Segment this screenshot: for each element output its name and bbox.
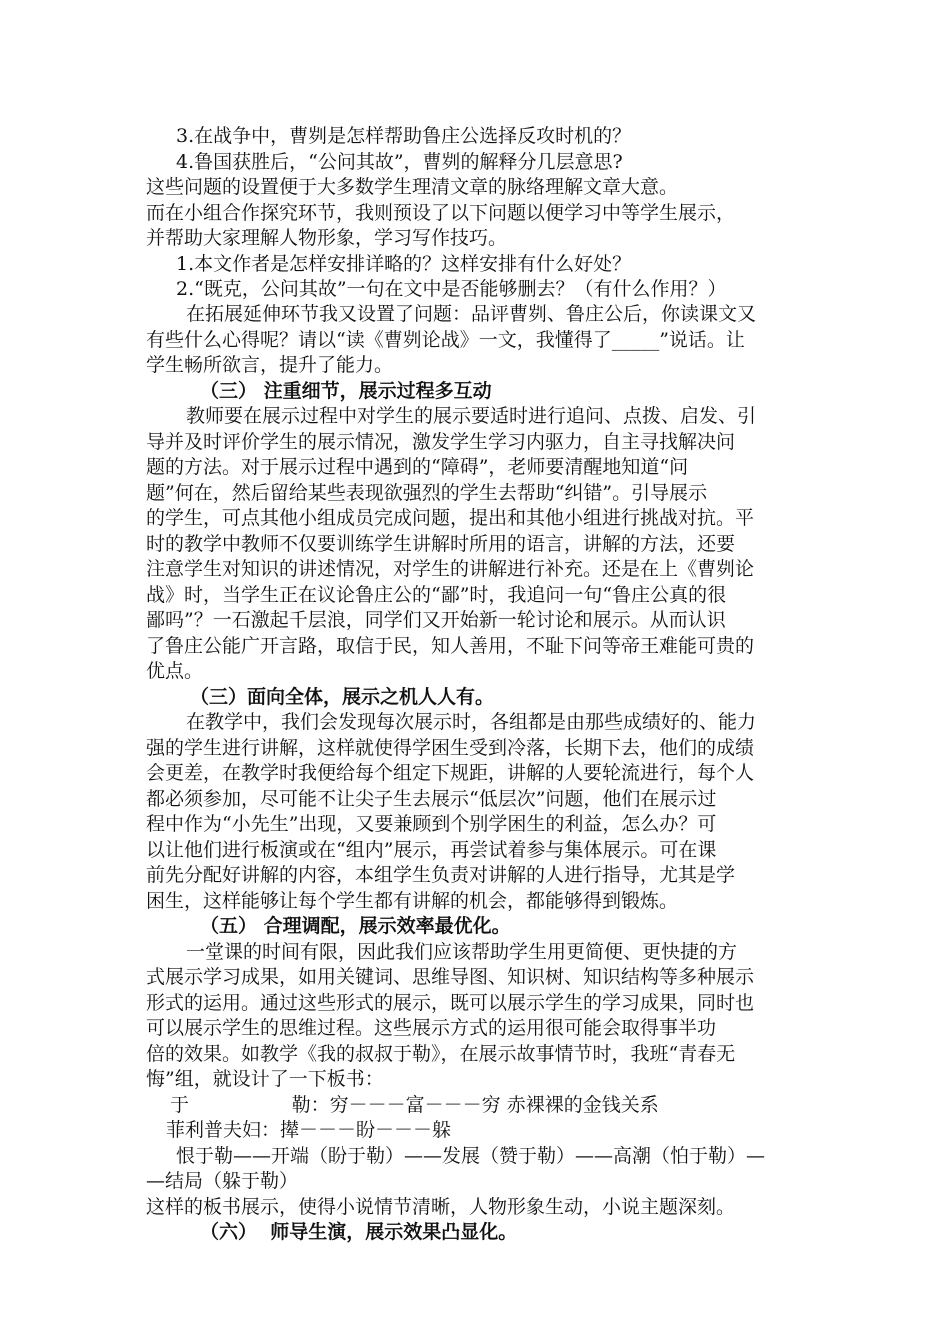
paragraph-line: 强的学生进行讲解，这样就使得学困生受到冷落，长期下去，他们的成绩 xyxy=(146,737,755,759)
paragraph-line: 以让他们进行板演或在“组内”展示，再尝试着参与集体展示。可在课 xyxy=(146,839,717,861)
paragraph-line: 题”何在，然后留给某些表现欲强烈的学生去帮助“纠错”。引导展示 xyxy=(146,482,708,504)
paragraph-line: 有些什么心得呢？请以“读《曹刿论战》一文，我懂得了_____”说话。让 xyxy=(146,329,745,351)
paragraph-line: 前先分配好讲解的内容，本组学生负责对讲解的人进行指导，尤其是学 xyxy=(146,864,736,886)
paragraph-line: 这些问题的设置便于大多数学生理清文章的脉络理解文章大意。 xyxy=(146,176,679,198)
paragraph-line: 导并及时评价学生的展示情况，激发学生学习内驱力，自主寻找解决问 xyxy=(146,431,736,453)
board-line-philippe: 菲利普夫妇：撵－－－盼－－－躲 xyxy=(166,1119,452,1141)
question-1: 1.本文作者是怎样安排详略的？这样安排有什么好处？ xyxy=(176,253,632,275)
paragraph-line: 在教学中，我们会发现每次展示时，各组都是由那些成绩好的、能力 xyxy=(186,711,757,733)
paragraph-line: 战》时，当学生正在议论鲁庄公的“鄙”时，我追问一句“鲁庄公真的很 xyxy=(146,584,727,606)
section-heading-guide: （六） 师导生演，展示效果凸显化。 xyxy=(200,1221,518,1243)
paragraph-line: 这样的板书展示，使得小说情节清晰，人物形象生动，小说主题深刻。 xyxy=(146,1196,736,1218)
question-4: 4.鲁国获胜后，“公问其故”，曹刿的解释分几层意思? xyxy=(176,151,623,173)
section-heading-efficiency: （五） 合理调配，展示效率最优化。 xyxy=(200,915,511,937)
plot-line: 恨于勒——开端（盼于勒）——发展（赞于勒）——高潮（怕于勒）— xyxy=(176,1145,766,1167)
plot-line: —结局（躲于勒） xyxy=(146,1170,299,1192)
section-heading-details: （三） 注重细节，展示过程多互动 xyxy=(200,380,492,402)
paragraph-line: 都必须参加，尽可能不让尖子生去展示“低层次”问题，他们在展示过 xyxy=(146,788,717,810)
paragraph-line: 鄙吗”？一石激起千层浪，同学们又开始新一轮讨论和展示。从而认识 xyxy=(146,609,726,631)
paragraph-line: 而在小组合作探究环节，我则预设了以下问题以便学习中等学生展示， xyxy=(146,202,736,224)
paragraph-line: 的学生，可点其他小组成员完成问题，提出和其他小组进行挑战对抗。平 xyxy=(146,507,755,529)
paragraph-line: 在拓展延伸环节我又设置了问题：品评曹刿、鲁庄公后，你读课文又 xyxy=(186,303,757,325)
paragraph-line: 学生畅所欲言，提升了能力。 xyxy=(146,354,394,376)
paragraph-line: 优点。 xyxy=(146,660,204,682)
paragraph-line: 形式的运用。通过这些形式的展示，既可以展示学生的学习成果，同时也 xyxy=(146,992,755,1014)
paragraph-line: 倍的效果。如教学《我的叔叔于勒》，在展示故事情节时，我班“青春无 xyxy=(146,1043,736,1065)
paragraph-line: 式展示学习成果，如用关键词、思维导图、知识树、知识结构等多种展示 xyxy=(146,966,755,988)
section-heading-all: （三）面向全体，展示之机人人有。 xyxy=(190,686,495,708)
paragraph-line: 一堂课的时间有限，因此我们应该帮助学生用更简便、更快捷的方 xyxy=(186,941,738,963)
question-2: 2.“既克，公问其故”一句在文中是否能够删去？（有什么作用？） xyxy=(176,278,727,300)
paragraph-line: 困生，这样能够让每个学生都有讲解的机会，都能够得到锻炼。 xyxy=(146,890,679,912)
paragraph-line: 了鲁庄公能广开言路，取信于民，知人善用，不耻下问等帝王难能可贵的 xyxy=(146,635,755,657)
paragraph-line: 注意学生对知识的讲述情况，对学生的讲解进行补充。还是在上《曹刿论 xyxy=(146,558,755,580)
question-3: 3.在战争中，曹刿是怎样帮助鲁庄公选择反攻时机的？ xyxy=(176,125,632,147)
paragraph-line: 时的教学中教师不仅要训练学生讲解时所用的语言，讲解的方法，还要 xyxy=(146,533,736,555)
paragraph-line: 会更差，在教学时我便给每个组定下规距，讲解的人要轮流进行，每个人 xyxy=(146,762,755,784)
paragraph-line: 教师要在展示过程中对学生的展示要适时进行追问、点拨、启发、引 xyxy=(186,405,757,427)
paragraph-line: 并帮助大家理解人物形象，学习写作技巧。 xyxy=(146,227,508,249)
paragraph-line: 程中作为“小先生”出现，又要兼顾到个别学困生的利益，怎么办？可 xyxy=(146,813,717,835)
board-line-yule: 于 勒：穷－－－富－－－穷 赤裸裸的金钱关系 xyxy=(170,1094,659,1116)
paragraph-line: 题的方法。对于展示过程中遇到的“障碍”，老师要清醒地知道“问 xyxy=(146,456,689,478)
paragraph-line: 悔”组，就设计了一下板书： xyxy=(146,1068,384,1090)
paragraph-line: 可以展示学生的思维过程。这些展示方式的运用很可能会取得事半功 xyxy=(146,1017,717,1039)
